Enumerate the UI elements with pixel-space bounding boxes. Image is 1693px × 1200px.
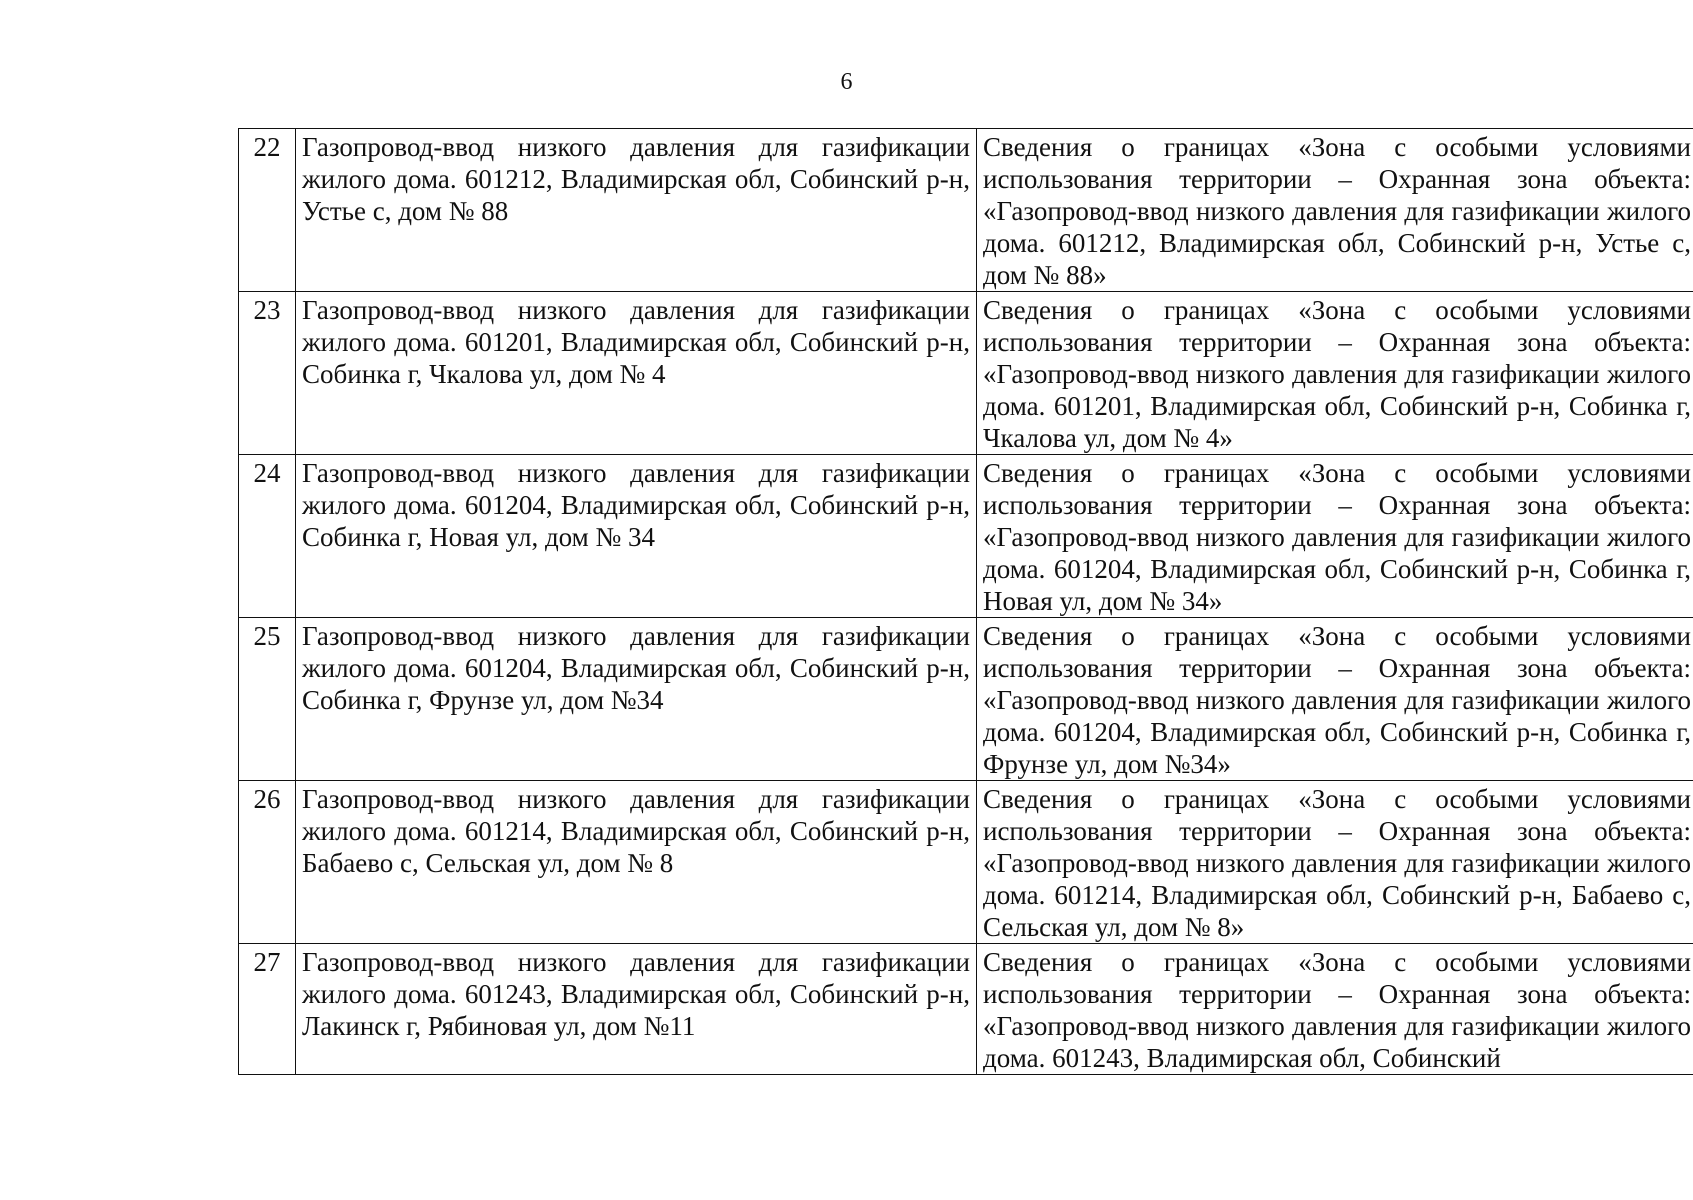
registry-table (238, 128, 1693, 1075)
row-number: 22 (239, 129, 296, 292)
row-number: 24 (239, 455, 296, 618)
page-number: 6 (840, 69, 853, 95)
table-row (239, 944, 1693, 1075)
object-name-cell: Газопровод-ввод низкого давления для газификации жилого дома. 601214, Владимирская обл, Собинский р-н, Бабаево с, Сельская ул, дом № 8 (296, 781, 977, 944)
table-row (239, 781, 1693, 944)
boundary-info-cell: Сведения о границах «Зона с особыми условиями использования территории – Охранная зона объекта: «Газопровод-ввод низкого давления для газификации жилого дома. 601243, Владимирская обл, Собинский (977, 944, 1693, 1075)
row-number: 27 (239, 944, 296, 1075)
boundary-info-cell: Сведения о границах «Зона с особыми условиями использования территории – Охранная зона объекта: «Газопровод-ввод низкого давления для газификации жилого дома. 601204, Владимирская обл, Собинский р-н, Собинка г, Новая ул, дом № 34» (977, 455, 1693, 618)
boundary-info-cell: Сведения о границах «Зона с особыми условиями использования территории – Охранная зона объекта: «Газопровод-ввод низкого давления для газификации жилого дома. 601214, Владимирская обл, Собинский р-н, Бабаево с, Сельская ул, дом № 8» (977, 781, 1693, 944)
object-name-cell: Газопровод-ввод низкого давления для газификации жилого дома. 601204, Владимирская обл, Собинский р-н, Собинка г, Новая ул, дом № 34 (296, 455, 977, 618)
table-row (239, 618, 1693, 781)
boundary-info-cell: Сведения о границах «Зона с особыми условиями использования территории – Охранная зона объекта: «Газопровод-ввод низкого давления для газификации жилого дома. 601204, Владимирская обл, Собинский р-н, Собинка г, Фрунзе ул, дом №34» (977, 618, 1693, 781)
object-name-cell: Газопровод-ввод низкого давления для газификации жилого дома. 601201, Владимирская обл, Собинский р-н, Собинка г, Чкалова ул, дом № 4 (296, 292, 977, 455)
table-row (239, 292, 1693, 455)
row-number: 25 (239, 618, 296, 781)
object-name-cell: Газопровод-ввод низкого давления для газификации жилого дома. 601243, Владимирская обл, Собинский р-н, Лакинск г, Рябиновая ул, дом №11 (296, 944, 977, 1075)
table-row (239, 455, 1693, 618)
boundary-info-cell: Сведения о границах «Зона с особыми условиями использования территории – Охранная зона объекта: «Газопровод-ввод низкого давления для газификации жилого дома. 601212, Владимирская обл, Собинский р-н, Устье с, дом № 88» (977, 129, 1693, 292)
table-row (239, 129, 1693, 292)
row-number: 26 (239, 781, 296, 944)
object-name-cell: Газопровод-ввод низкого давления для газификации жилого дома. 601204, Владимирская обл, Собинский р-н, Собинка г, Фрунзе ул, дом №34 (296, 618, 977, 781)
boundary-info-cell: Сведения о границах «Зона с особыми условиями использования территории – Охранная зона объекта: «Газопровод-ввод низкого давления для газификации жилого дома. 601201, Владимирская обл, Собинский р-н, Собинка г, Чкалова ул, дом № 4» (977, 292, 1693, 455)
object-name-cell: Газопровод-ввод низкого давления для газификации жилого дома. 601212, Владимирская обл, Собинский р-н, Устье с, дом № 88 (296, 129, 977, 292)
row-number: 23 (239, 292, 296, 455)
